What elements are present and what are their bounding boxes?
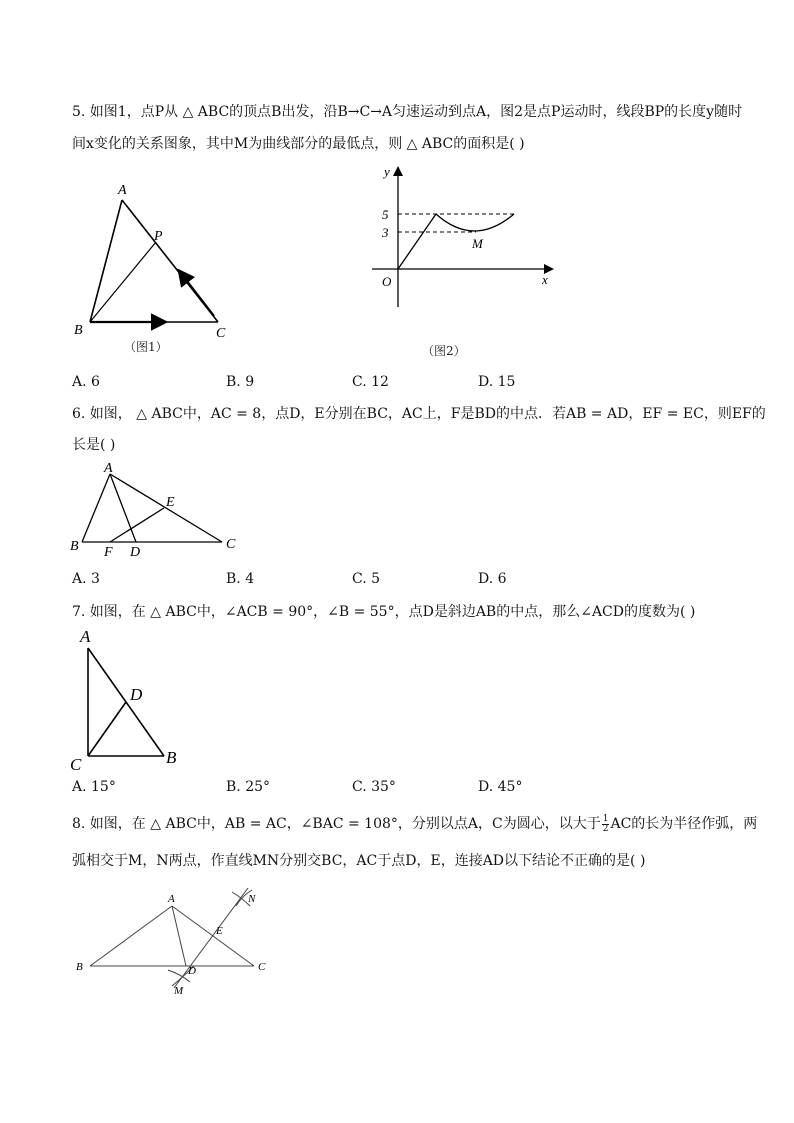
fig8-label-C: C: [258, 961, 266, 973]
q8-fraction-half: [602, 815, 610, 834]
q8-fraction-denominator: 2: [602, 823, 609, 834]
q8-text-line1-part1: 8. 如图，在 △ ABC中，AB = AC，∠BAC = 108°，分别以点A，C为圆心，以大于: [72, 816, 601, 832]
fig6-label-B: B: [70, 539, 79, 554]
q6-text-line1: 6. 如图， △ ABC中，AC = 8，点D，E分别在BC，AC上，F是BD的中点．若AB = AD，EF = EC，则EF的: [72, 406, 766, 422]
q8-fraction-numerator: 1: [602, 813, 609, 824]
q8-text-line1: [72, 814, 757, 834]
q7-option-c: C. 35°: [352, 779, 396, 795]
fig1-label-P: P: [154, 229, 163, 244]
q6-option-c: C. 5: [352, 571, 381, 587]
fig2-label-x: x: [542, 272, 548, 287]
q7-figure: [66, 626, 196, 774]
fig8-label-D: D: [188, 965, 196, 977]
fig1-label-C: C: [216, 326, 226, 341]
q6-figure: [68, 460, 248, 560]
q8-figure: [72, 884, 282, 1004]
q7-option-b: B. 25°: [226, 779, 271, 795]
q5-figure1: [72, 180, 242, 350]
q5-option-d: D. 15: [478, 374, 516, 390]
q6-option-d: D. 6: [478, 571, 507, 587]
fig2-label-5: 5: [382, 207, 389, 222]
q6-option-a: A. 3: [72, 571, 100, 587]
fig7-label-B: B: [166, 748, 177, 767]
q5-option-a: A. 6: [72, 374, 100, 390]
q8-text-line1-part2: AC的长为半径作弧，两: [610, 816, 758, 832]
q7-option-a: A. 15°: [72, 779, 116, 795]
fig8-label-A: A: [168, 893, 175, 905]
fig7-label-A: A: [80, 627, 91, 646]
fig1-label-B: B: [74, 323, 83, 338]
q5-text-line2: 间x变化的关系图象，其中M为曲线部分的最低点，则 △ ABC的面积是( ): [72, 136, 525, 152]
q6-text-line2: 长是( ): [72, 437, 116, 453]
fig7-label-D: D: [130, 685, 143, 704]
q5-figure1-caption: （图1）: [124, 340, 168, 354]
fig7-label-C: C: [70, 755, 82, 774]
fig8-label-M: M: [174, 985, 184, 997]
q5-figure2-graph: [368, 162, 568, 312]
fig2-label-M: M: [472, 236, 483, 251]
fig6-label-A: A: [104, 461, 113, 476]
fig8-label-N: N: [248, 893, 256, 905]
fig6-label-D: D: [130, 545, 141, 560]
fig2-label-3: 3: [382, 225, 389, 240]
q6-option-b: B. 4: [226, 571, 255, 587]
q7-text-line1: 7. 如图，在 △ ABC中，∠ACB = 90°，∠B = 55°，点D是斜边AB的中点，那么∠ACD的度数为( ): [72, 604, 696, 620]
q5-figure2-caption: （图2）: [422, 344, 466, 358]
fig2-label-y: y: [384, 164, 390, 179]
q5-option-c: C. 12: [352, 374, 389, 390]
fig8-label-B: B: [76, 961, 83, 973]
q5-text-line1: 5. 如图1，点P从 △ ABC的顶点B出发，沿B→C→A匀速运动到点A，图2是点P运动时，线段BP的长度y随时: [72, 104, 743, 120]
q5-option-b: B. 9: [226, 374, 255, 390]
fig1-label-A: A: [118, 183, 127, 198]
fig6-label-E: E: [166, 495, 175, 510]
q8-text-line2: 弧相交于M，N两点，作直线MN分别交BC，AC于点D，E，连接AD以下结论不正确的是( ): [72, 853, 646, 869]
fig6-label-C: C: [226, 537, 236, 552]
fig6-label-F: F: [104, 545, 113, 560]
q7-option-d: D. 45°: [478, 779, 523, 795]
fig8-label-E: E: [216, 925, 223, 937]
fig2-label-O: O: [382, 274, 392, 289]
